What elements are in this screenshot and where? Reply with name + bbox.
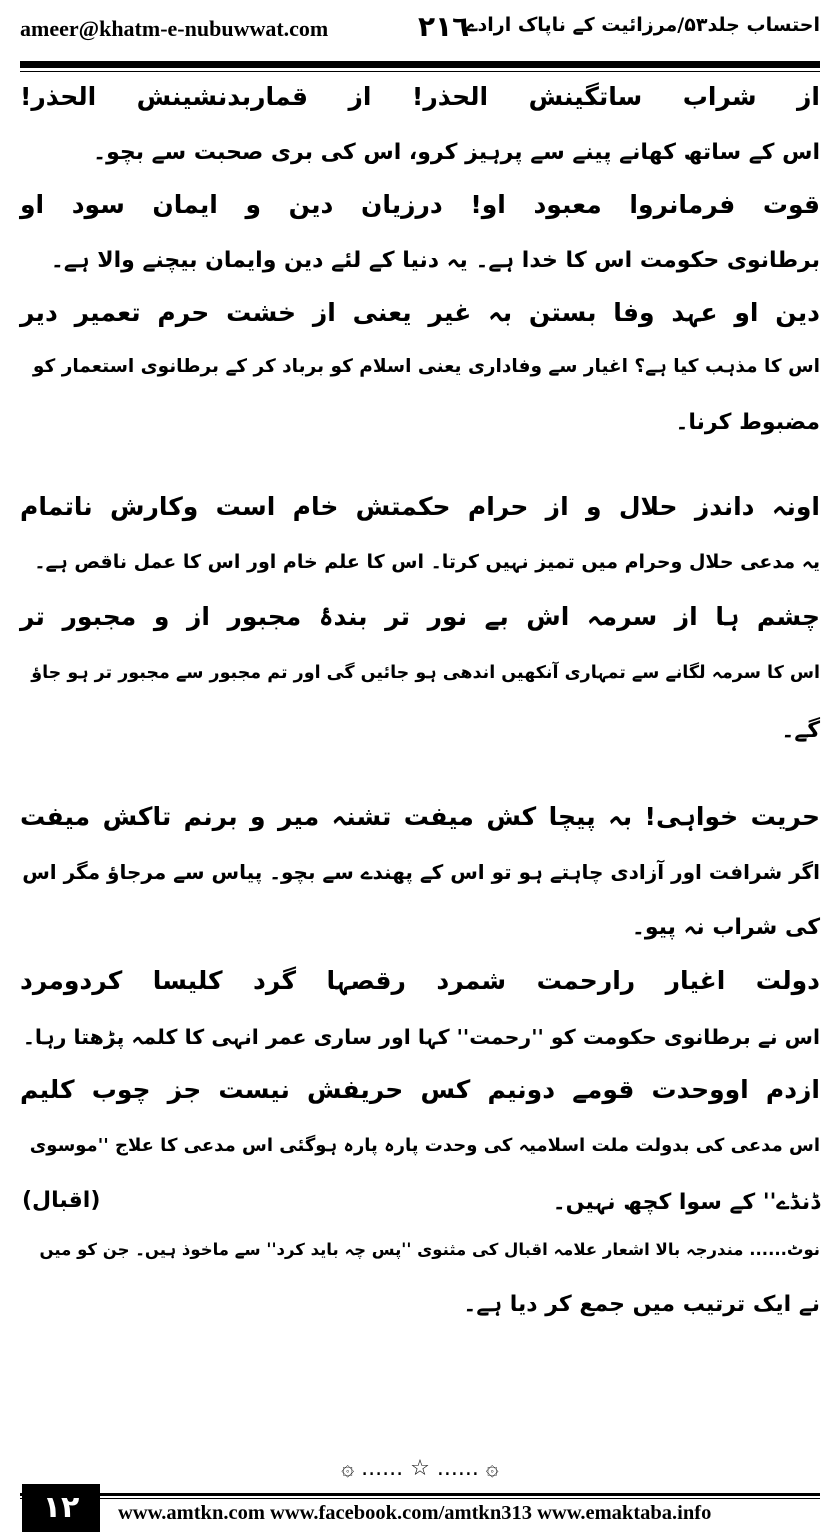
header-rule-thin xyxy=(20,71,820,72)
prose-line: اس نے برطانوی حکومت کو ''رحمت'' کہا اور ساری عمر انہی کا کلمہ پڑھتا رہا۔ xyxy=(22,1025,820,1049)
verse-line: چشم ہا از سرمہ اش بے نور تر بندۂ مجبور از و مجبور تر xyxy=(20,602,820,631)
prose-line: اس کے ساتھ کھانے پینے سے پرہیز کرو، اس کی بری صحبت سے بچو۔ xyxy=(93,140,820,165)
verse-line: دولت اغیار رارحمت شمرد رقصہا گرد کلیسا کردومرد xyxy=(20,966,820,995)
header-page-number: ۲۱٦ xyxy=(418,10,470,43)
verse-line: از شراب ساتگینش الحذر! از قماربدنشینش الحذر! xyxy=(20,82,820,111)
verse-line: حریت خواہی! بہ پیچا کش میفت تشنہ میر و برنم تاکش میفت xyxy=(20,802,820,831)
footer-rule-thin xyxy=(20,1498,820,1499)
header-email[interactable]: ameer@khatm-e-nubuwwat.com xyxy=(20,16,329,41)
prose-line: ڈنڈے'' کے سوا کچھ نہیں۔ xyxy=(552,1190,820,1215)
footer-rule-thick xyxy=(20,1493,820,1496)
verse-line: قوت فرمانروا معبود او! درزیان دین و ایمان سود او xyxy=(20,190,820,219)
running-header xyxy=(20,12,820,56)
prose-line: برطانوی حکومت اس کا خدا ہے۔ یہ دنیا کے لئے دین وایمان بیچنے والا ہے۔ xyxy=(50,248,820,273)
prose-line: اگر شرافت اور آزادی چاہتے ہو تو اس کے پھندے سے بچو۔ پیاس سے مرجاؤ مگر اس xyxy=(22,860,820,884)
note-line: نوٹ...... مندرجہ بالا اشعار علامہ اقبال کی مثنوی ''پس چہ باید کرد'' سے ماخوذ ہیں۔ جن کو میں xyxy=(39,1240,820,1259)
footer-page-number: ۱۲ xyxy=(22,1484,100,1532)
prose-line: کی شراب نہ پیو۔ xyxy=(631,915,820,940)
note-line: نے ایک ترتیب میں جمع کر دیا ہے۔ xyxy=(463,1292,820,1317)
header-title: احتساب جلد۵۳/مرزائیت کے ناپاک ارادے xyxy=(466,14,820,36)
prose-line: یہ مدعی حلال وحرام میں تمیز نہیں کرتا۔ اس کا علم خام اور اس کا عمل ناقص ہے۔ xyxy=(34,551,820,573)
prose-line: مضبوط کرنا۔ xyxy=(675,410,820,435)
verse-line: دین او عہد وفا بستن بہ غیر یعنی از خشت حرم تعمیر دیر xyxy=(20,298,820,327)
verse-line: اونہ داندز حلال و از حرام حکمتش خام است وکارش ناتمام xyxy=(20,492,820,521)
prose-line: اس کا سرمہ لگانے سے تمہاری آنکھیں اندھی ہو جائیں گی اور تم مجبور سے مجبور تر ہو جاؤ xyxy=(31,663,820,683)
header-rule-thick xyxy=(20,61,820,68)
prose-line: اس مدعی کی بدولت ملت اسلامیہ کی وحدت پارہ پارہ ہوگئی اس مدعی کا علاج ''موسوی xyxy=(29,1135,820,1156)
prose-line: اس کا مذہب کیا ہے؟ اغیار سے وفاداری یعنی اسلام کو برباد کر کے برطانوی استعمار کو xyxy=(32,356,820,377)
attribution: (اقبال) xyxy=(22,1188,101,1213)
footer-urls[interactable]: www.amtkn.com www.facebook.com/amtkn313 www.emaktaba.info xyxy=(118,1502,712,1524)
verse-line: ازدم اووحدت قومے دونیم کس حریفش نیست جز چوب کلیم xyxy=(20,1075,820,1104)
prose-line: گے۔ xyxy=(781,718,820,743)
section-ornament: ۞ ...... ☆ ...... ۞ xyxy=(341,1456,499,1481)
